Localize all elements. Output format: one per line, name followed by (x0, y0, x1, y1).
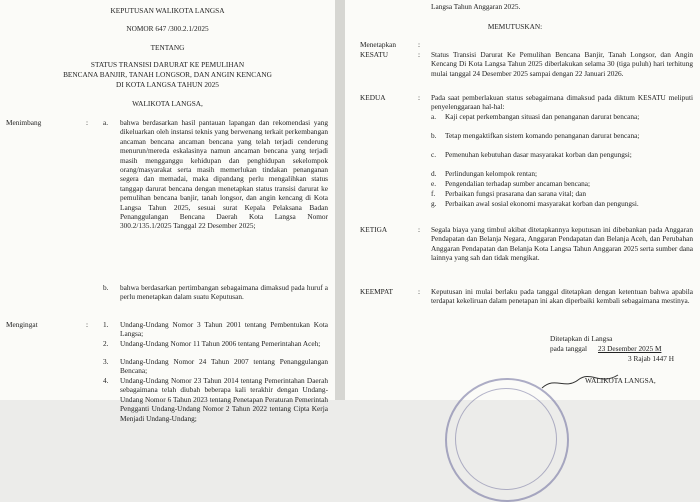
right-page (345, 0, 700, 400)
menetapkan-colon: : (418, 40, 421, 49)
subject-line-1: STATUS TRANSISI DARURAT KE PEMULIHAN (90, 60, 245, 69)
kedua-f-label: f. (431, 189, 436, 198)
mengingat-label: Mengingat (6, 320, 38, 329)
law-3-text: Undang-Undang Nomor 24 Tahun 2007 tentang Penanggulangan Bencana; (120, 357, 328, 376)
ketiga-colon: : (418, 225, 421, 234)
item-b-label: b. (103, 283, 109, 292)
kedua-colon: : (418, 93, 421, 102)
kedua-d-text: Perlindungan kelompok rentan; (445, 169, 538, 178)
page-gap (335, 0, 345, 400)
kedua-g-text: Perbaikan awal sosial ekonomi masyarakat korban dan pengungsi. (445, 199, 639, 208)
ditetapkan-date-value: 23 Desember 2025 M (598, 344, 662, 353)
kedua-c-text: Pemenuhan kebutuhan dasar masyarakat korban dan pengungsi; (445, 150, 632, 159)
kesatu-colon: : (418, 50, 421, 59)
keempat-label: KEEMPAT (360, 287, 393, 296)
kedua-a-label: a. (431, 112, 437, 121)
kedua-a-text: Kaji cepat perkembangan situasi dan penanganan darurat bencana; (445, 112, 640, 121)
law-2-text: Undang-Undang Nomor 11 Tahun 2006 tentang Pemerintahan Aceh; (120, 339, 321, 348)
ketiga-text: Segala biaya yang timbul akibat ditetapkannya keputusan ini dibebankan pada Anggaran Pendapatan dan Belanja Negara, Anggaran Pendapatan dan Belanja Aceh, dan Perubahan Anggaran Pendapatan dan Belanja Kota Langsa Tahun Anggaran 2025 serta sumber dana lainnya yang sah dan tidak mengikat. (431, 225, 693, 263)
menetapkan-label: Menetapkan (360, 40, 397, 49)
kedua-f-text: Perbaikan fungsi prasarana dan sarana vital; dan (445, 189, 587, 198)
law-4-text: Undang-Undang Nomor 23 Tahun 2014 tentang Pemerintahan Daerah sebagaimana telah diubah beberapa kali terakhir dengan Undang-Undang Nomor 6 Tahun 2023 tentang Penetapan Peraturan Pemerintah Pengganti Undang-Undang Nomor 2 Tahun 2022 tentang Cipta Kerja Menjadi Undang-Undang; (120, 376, 328, 423)
doc-title: KEPUTUSAN WALIKOTA LANGSA (110, 6, 225, 15)
kedua-b-label: b. (431, 131, 437, 140)
kedua-e-label: e. (431, 179, 437, 188)
law-2-label: 2. (103, 339, 109, 348)
kedua-c-label: c. (431, 150, 437, 159)
law-1-label: 1. (103, 320, 109, 329)
ditetapkan-date-label: pada tanggal (550, 344, 588, 353)
mengingat-colon: : (86, 320, 89, 329)
kedua-label: KEDUA (360, 93, 386, 102)
mayor-heading: WALIKOTA LANGSA, (132, 99, 203, 108)
law-4-label: 4. (103, 376, 109, 385)
left-page (0, 0, 335, 423)
item-a-text: bahwa berdasarkan hasil pantauan lapangan dan rekomendasi yang dikeluarkan oleh instansi teknis yang berwenang terkait perkembangan ancaman bencana ancaman bencana yang telah terjadi cenderung menurun/mereda eskalasinya namun ancaman bencana yang terjadi masih mengganggu kehidupan dan penghidupan sekelompok orang/masyarakat serta masih memerlukan tindakan penanganan segera dan memadai, maka dipandang perlu mengalihkan status tanggap darurat bencana dengan menetapkan status transisi darurat ke pemulihan bencana banjir, tanah longsor, dan angin kencang di Kota Langsa Tahun 2025, sesuai surat Kepala Pelaksana Badan Penanggulangan Bencana Daerah Kota Langsa Nomor 300.2/135.1/2025 Tanggal 22 Desember 2025; (120, 118, 328, 231)
kedua-d-label: d. (431, 169, 437, 178)
kedua-g-label: g. (431, 199, 437, 208)
kedua-e-text: Pengendalian terhadap sumber ancaman bencana; (445, 179, 591, 188)
continued-line: Langsa Tahun Anggaran 2025. (431, 2, 521, 11)
subject-line-2: BENCANA BANJIR, TANAH LONGSOR, DAN ANGIN KENCANG (63, 70, 272, 79)
item-b-text: bahwa berdasarkan pertimbangan sebagaimana dimaksud pada huruf a perlu menetapkan dalam suatu Keputusan. (120, 283, 328, 302)
ditetapkan-place: Ditetapkan di Langsa (550, 334, 613, 343)
menimbang-label: Menimbang (6, 118, 42, 127)
kesatu-label: KESATU (360, 50, 388, 59)
kedua-b-text: Tetap mengaktifkan sistem komando penanganan darurat bencana; (445, 131, 640, 140)
ketiga-label: KETIGA (360, 225, 388, 234)
tentang-heading: TENTANG (150, 43, 185, 52)
doc-number: NOMOR 647 /300.2.1/2025 (126, 24, 209, 33)
keempat-text: Keputusan ini mulai berlaku pada tanggal ditetapkan dengan ketentuan bahwa apabila terdapat kekeliruan dalam penetapan ini akan diperbaiki kembali sebagaimana mestinya. (431, 287, 693, 306)
menimbang-colon: : (86, 118, 89, 127)
signature-mark (540, 372, 620, 392)
kesatu-text: Status Transisi Darurat Ke Pemulihan Bencana Banjir, Tanah Longsor, dan Angin Kencang Di Kota Langsa Tahun 2025 diberlakukan selama 30 (tiga puluh) hari terhitung mulai tanggal 24 Desember 2025 sampai dengan 22 Januari 2026. (431, 50, 693, 78)
item-a-label: a. (103, 118, 109, 127)
official-stamp-inner (455, 388, 557, 490)
law-1-text: Undang-Undang Nomor 3 Tahun 2001 tentang Pembentukan Kota Langsa; (120, 320, 328, 339)
subject-line-3: DI KOTA LANGSA TAHUN 2025 (116, 80, 219, 89)
kedua-text: Pada saat pemberlakuan status sebagaimana dimaksud pada diktum KESATU meliputi penyelenggaraan hal-hal: (431, 93, 693, 112)
hijri-date: 3 Rajab 1447 H (628, 354, 675, 363)
law-3-label: 3. (103, 357, 109, 366)
memutuskan-heading: MEMUTUSKAN: (487, 22, 543, 31)
keempat-colon: : (418, 287, 421, 296)
signer-title: WALIKOTA LANGSA, (585, 376, 656, 385)
